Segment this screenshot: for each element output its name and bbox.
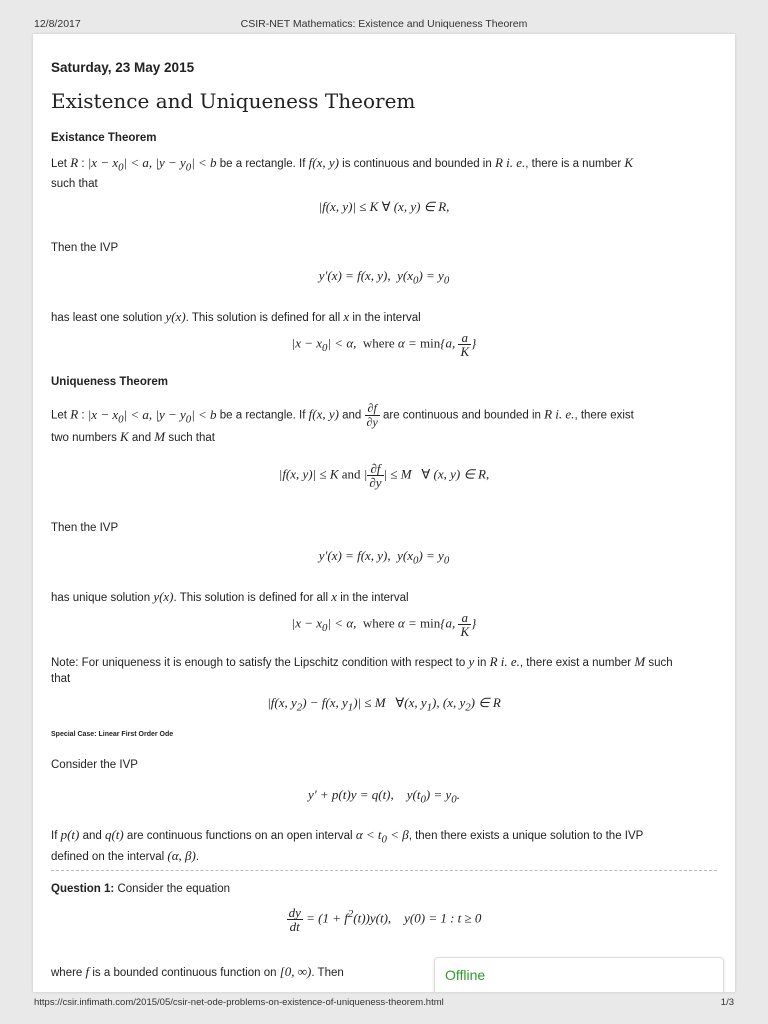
existence-bound-equation: |f(x, y)| ≤ K ∀ (x, y) ∈ R,: [318, 199, 450, 214]
special-case-heading: Special Case: Linear First Order Ode: [51, 731, 174, 738]
uniqueness-solution-text: has unique solution y(x). This solution is defined for all x in the interval: [51, 589, 409, 604]
uniqueness-bound-equation: |f(x, y)| ≤ K and | $\frac{\partial f}{\partial y}$ | ≤ M ∀ (x, y) ∈ R,: [278, 461, 490, 490]
print-url[interactable]: https://csir.infimath.com/2015/05/csir-net-ode-problems-on-existence-of-uniqueness-theorem.html: [34, 997, 444, 1008]
question-1-where: where f is a bounded continuous function on [0, ∞). Then: [51, 964, 344, 979]
uniqueness-then-ivp: Then the IVP: [51, 522, 119, 534]
section-divider: [51, 870, 717, 871]
uniqueness-hypothesis: Let R : $|x - x_0| < a$, $|y - y_0| < b$ be a rectangle. If f(x, y) and $\frac{\partial f}{\partial y}$ are continuous and bounded in R i. e., there exist two numbers K and M such that: [51, 401, 634, 444]
special-case-consider: Consider the IVP: [51, 759, 138, 771]
print-header: [0, 0, 768, 34]
print-title: CSIR-NET Mathematics: Existence and Uniqueness Theorem: [240, 18, 528, 30]
print-footer: [0, 994, 768, 1024]
existence-interval-equation: $|x - x_0| < \alpha$, where α = min{a, $\frac{a}{K}$ }: [291, 330, 477, 359]
existence-ivp-equation: y′(x) = f(x, y), $y(x_0) = y_0$: [318, 268, 450, 287]
offline-label: Offline: [445, 967, 486, 983]
offline-badge: [434, 957, 724, 992]
post-title: Existence and Uniqueness Theorem: [51, 89, 416, 113]
linear-ivp-equation: y′ + p(t)y = q(t), $y(t_0) = y_0$.: [308, 787, 460, 806]
existence-hypothesis: Let R : $|x - x_0| < a$, $|y - y_0| < b$ be a rectangle. If f(x, y) is continuous and bounded in R i. e., there is a number K such that: [51, 155, 634, 190]
uniqueness-heading: Uniqueness Theorem: [51, 376, 168, 388]
existence-solution-text: has least one solution y(x). This solution is defined for all x in the interval: [51, 309, 421, 324]
uniqueness-ivp-equation: y′(x) = f(x, y), $y(x_0) = y_0$: [318, 548, 450, 567]
print-page-number: 1/3: [720, 997, 734, 1008]
existence-heading: Existance Theorem: [51, 132, 157, 144]
print-date: 12/8/2017: [34, 18, 81, 30]
question-1: Question 1: Consider the equation: [51, 883, 230, 895]
lipschitz-equation: |f(x, $y_2) - f(x$, $y_1)| \le M$ ∀(x, $y_1$), (x, $y_2$) ∈ R: [267, 695, 501, 714]
page-sheet: [33, 34, 735, 992]
existence-then-ivp: Then the IVP: [51, 242, 119, 254]
uniqueness-interval-equation: $|x - x_0| < \alpha$, where α = min{a, $\frac{a}{K}$ }: [291, 610, 477, 639]
question-1-equation: $\frac{dy}{dt}$ = $(1 + f^2(t))y(t)$, y(0) = 1 : t ≥ 0: [288, 905, 482, 934]
post-date: Saturday, 23 May 2015: [51, 60, 195, 75]
linear-ivp-condition: If p(t) and q(t) are continuous functions on an open interval $\alpha < t_0 < \beta$, then there exists a unique solution to the IVP defined on the interval (α, β).: [51, 827, 644, 863]
lipschitz-note: Note: For uniqueness it is enough to satisfy the Lipschitz condition with respect to y in R i. e., there exist a number M such that: [51, 654, 673, 685]
